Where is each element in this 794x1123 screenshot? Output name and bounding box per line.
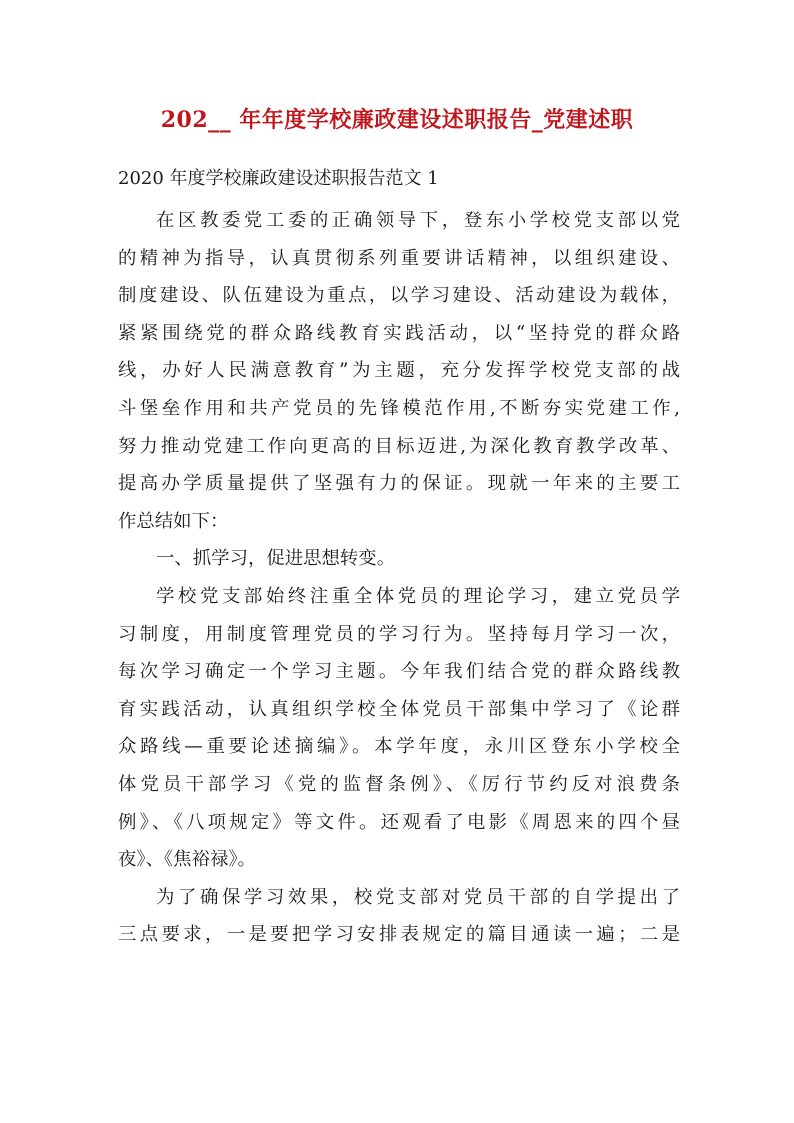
section-heading: 一、抓学习，促进思想转变。 xyxy=(156,548,396,570)
body-line: 紧紧围绕党的群众路线教育实践活动，以“坚持党的群众路 xyxy=(118,322,680,344)
body-line: 在区教委党工委的正确领导下，登东小学校党支部以党 xyxy=(156,210,680,231)
body-line: 学校党支部始终注重全体党员的理论学习，建立党员学 xyxy=(156,585,680,607)
body-line: 体党员干部学习《党的监督条例》、《厉行节约反对浪费条 xyxy=(118,773,680,795)
body-line: 制度建设、队伍建设为重点，以学习建设、活动建设为载体， xyxy=(118,285,680,307)
document-body xyxy=(118,202,680,954)
body-line: 每次学习确定一个学习主题。今年我们结合党的群众路线教 xyxy=(118,661,680,683)
body-line: 线，办好人民满意教育”为主题，充分发挥学校党支部的战 xyxy=(118,360,680,382)
body-line: 提高办学质量提供了坚强有力的保证。现就一年来的主要工 xyxy=(118,473,680,495)
document-title: 202__ 年年度学校廉政建设述职报告_党建述职 xyxy=(160,107,634,133)
body-line: 努力推动党建工作向更高的目标迈进,为深化教育教学改革、 xyxy=(118,435,680,457)
body-line: 作总结如下： xyxy=(118,510,229,532)
body-line: 习制度，用制度管理党员的学习行为。坚持每月学习一次， xyxy=(118,623,680,645)
body-line: 众路线—重要论述摘编》。本学年度，永川区登东小学校全 xyxy=(118,736,680,758)
body-line: 为了确保学习效果，校党支部对党员干部的自学提出了 xyxy=(156,886,680,908)
body-line: 的精神为指导，认真贯彻系列重要讲话精神，以组织建设、 xyxy=(118,247,680,269)
body-line: 育实践活动，认真组织学校全体党员干部集中学习了《论群 xyxy=(118,698,680,720)
body-line: 夜》、《焦裕禄》。 xyxy=(118,849,256,871)
document-subtitle: 2020 年度学校廉政建设述职报告范文 1 xyxy=(118,168,439,189)
body-line: 三点要求，一是要把学习安排表规定的篇目通读一遍；二是 xyxy=(118,924,680,946)
body-line: 斗堡垒作用和共产党员的先锋模范作用,不断夯实党建工作, xyxy=(118,397,680,419)
body-line: 例》、《八项规定》等文件。还观看了电影《周恩来的四个昼 xyxy=(118,811,680,833)
